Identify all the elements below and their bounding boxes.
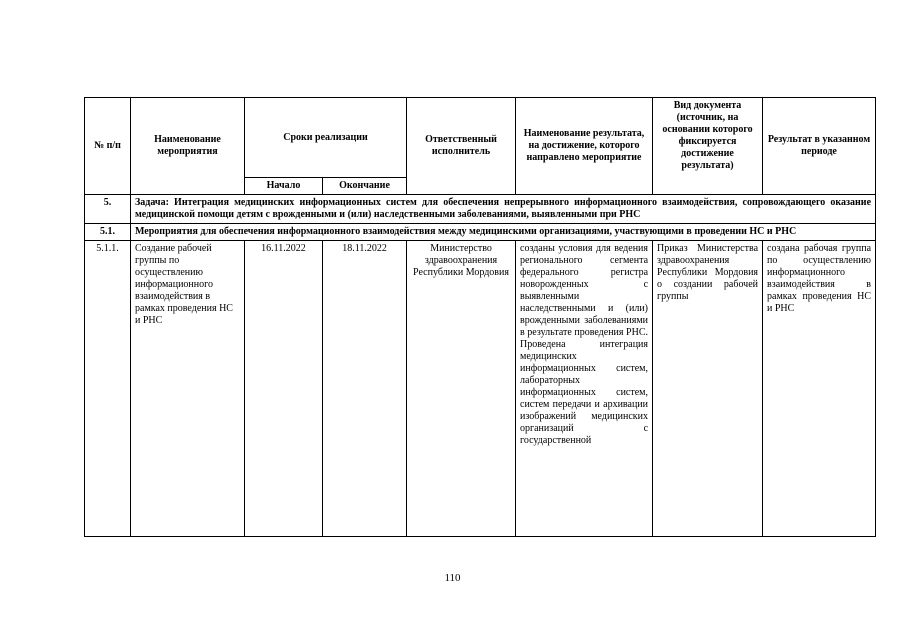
header-num: № п/п <box>85 98 131 195</box>
row-executor: Министерство здравоохранения Республики Мордовия <box>407 241 516 537</box>
header-period-result: Результат в указанном периоде <box>763 98 876 195</box>
row-result-name: созданы условия для ведения регионального сегмента федерального регистра новорожденных с выявленными наследственными и (или) врожденными заболеваниями в результате проведения РНС. Проведена интеграция медицинских информационных систем, лабораторных информационных систем, систем передачи и архивации изображений медицинских организаций с государственной <box>516 241 653 537</box>
header-start: Начало <box>245 178 323 195</box>
header-executor: Ответственный исполнитель <box>407 98 516 195</box>
activity-row <box>85 224 876 241</box>
row-doc-type: Приказ Министерства здравоохранения Республики Мордовия о создании рабочей группы <box>653 241 763 537</box>
task-num: 5. <box>85 195 131 224</box>
row-name: Создание рабочей группы по осуществлению информационного взаимодействия в рамках проведения НС и РНС <box>131 241 245 537</box>
row-num: 5.1.1. <box>85 241 131 537</box>
plan-table <box>84 97 876 537</box>
row-end: 18.11.2022 <box>323 241 407 537</box>
header-doc-type: Вид документа (источник, на основании которого фиксируется достижение результата) <box>653 98 763 195</box>
row-start: 16.11.2022 <box>245 241 323 537</box>
row-period-result: создана рабочая группа по осуществлению информационного взаимодействия в рамках проведения НС и РНС <box>763 241 876 537</box>
header-result-name: Наименование результата, на достижение, которого направлено мероприятие <box>516 98 653 195</box>
header-row <box>85 98 876 178</box>
activity-text: Мероприятия для обеспечения информационного взаимодействия между медицинскими организациями, участвующими в проведении НС и РНС <box>131 224 876 241</box>
task-row <box>85 195 876 224</box>
activity-num: 5.1. <box>85 224 131 241</box>
header-name: Наименование мероприятия <box>131 98 245 195</box>
page-number: 110 <box>444 572 461 584</box>
header-terms: Сроки реализации <box>245 98 407 178</box>
task-text: Задача: Интеграция медицинских информационных систем для обеспечения непрерывного информационного взаимодействия, сопровождающего оказание медицинской помощи детям с врожденными и (или) наследственными заболеваниями, выявленными при РНС <box>131 195 876 224</box>
table-row <box>85 241 876 537</box>
header-end: Окончание <box>323 178 407 195</box>
